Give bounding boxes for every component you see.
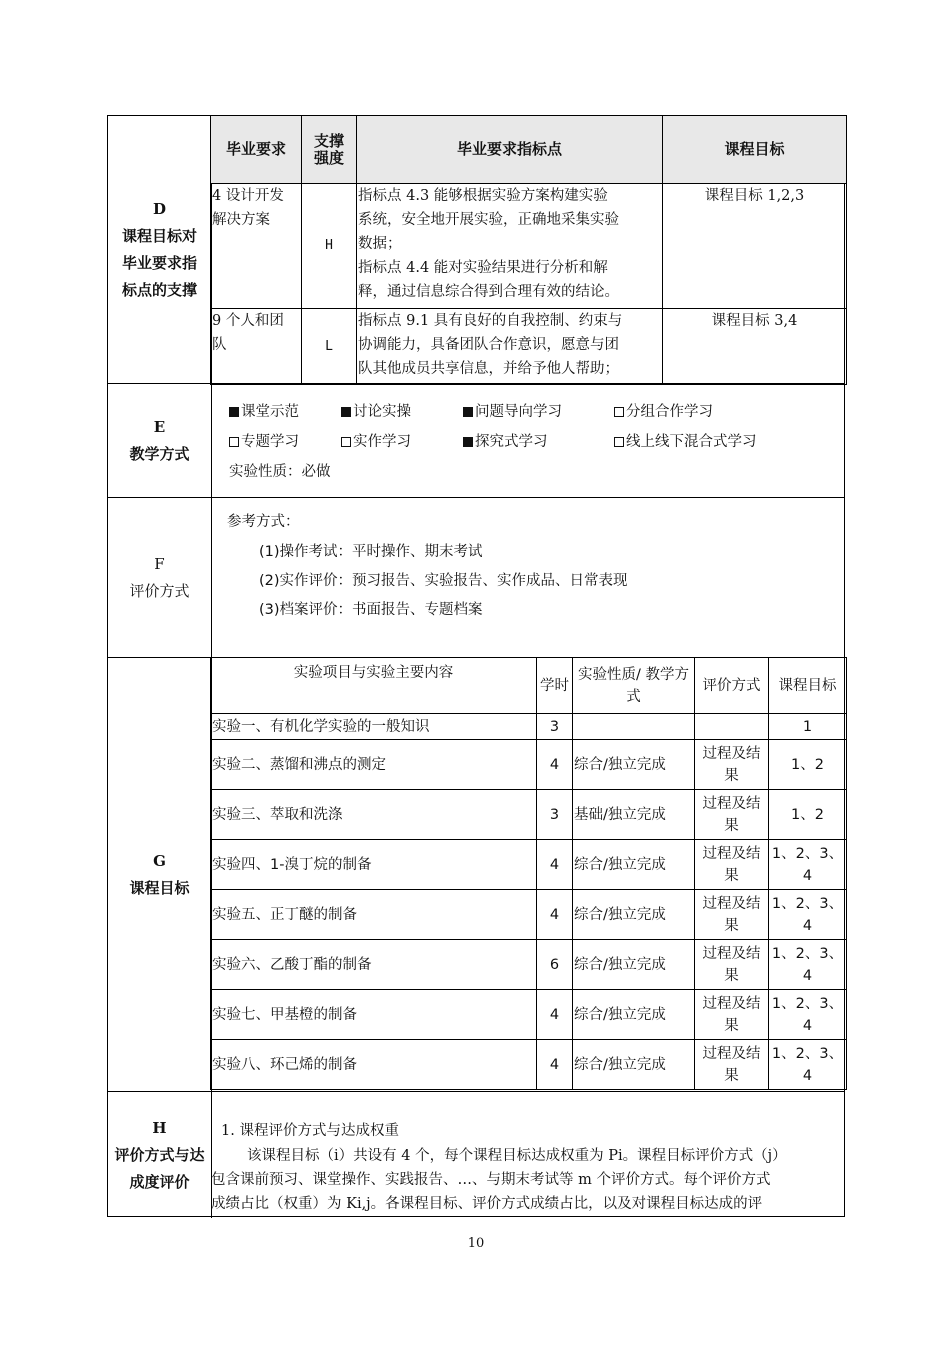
section-h-code: H <box>152 1118 167 1137</box>
experiment-table <box>210 657 847 1090</box>
section-h-label <box>108 1092 212 1218</box>
experiment-hours: 3 <box>537 790 573 840</box>
section-g-label <box>108 658 212 1091</box>
experiment-goal: 1、2、3、4 <box>769 840 847 890</box>
indicator-cell <box>357 309 663 385</box>
experiment-eval: 过程及结果 <box>695 1040 769 1090</box>
experiment-hours: 6 <box>537 940 573 990</box>
header-goal: 课程目标 <box>769 658 847 714</box>
support-row <box>211 309 847 385</box>
experiment-goal: 1、2、3、4 <box>769 890 847 940</box>
checkbox-empty-icon <box>341 437 351 447</box>
experiment-nature: 实验性质：必做 <box>229 464 331 480</box>
header-requirement: 毕业要求 <box>211 116 302 184</box>
experiment-name: 实验八、环己烯的制备 <box>211 1040 537 1090</box>
indicator-line: 指标点 9.1 具有良好的自我控制、约束与 <box>358 313 623 329</box>
requirement-line: 队 <box>212 337 227 353</box>
experiment-goal: 1、2、3、4 <box>769 940 847 990</box>
experiment-hours: 4 <box>537 890 573 940</box>
experiment-row <box>211 790 847 840</box>
experiment-eval: 过程及结果 <box>695 840 769 890</box>
eval-heading: 1. 课程评价方式与达成权重 <box>221 1123 399 1139</box>
experiment-hours: 3 <box>537 714 573 740</box>
indicator-line: 指标点 4.3 能够根据实验方案构建实验 <box>358 188 608 204</box>
experiment-goal: 1、2 <box>769 740 847 790</box>
experiment-eval: 过程及结果 <box>695 890 769 940</box>
method-label: 实作学习 <box>353 434 411 450</box>
checkbox-empty-icon <box>614 437 624 447</box>
method-option[interactable] <box>341 430 411 451</box>
method-label: 线上线下混合式学习 <box>626 434 757 450</box>
checkbox-checked-icon <box>229 407 239 417</box>
method-label: 问题导向学习 <box>475 404 562 420</box>
experiment-row <box>211 940 847 990</box>
support-row <box>211 184 847 309</box>
experiment-row <box>211 840 847 890</box>
indicator-line: 释，通过信息综合得到合理有效的结论。 <box>358 284 619 300</box>
header-nature: 实验性质/ 教学方式 <box>573 658 695 714</box>
indicator-line: 指标点 4.4 能对实验结果进行分析和解 <box>358 260 608 276</box>
indicator-line: 协调能力，具备团队合作意识，愿意与团 <box>358 337 619 353</box>
section-e-label <box>108 384 212 497</box>
experiment-name: 实验七、甲基橙的制备 <box>211 990 537 1040</box>
section-d-label <box>108 116 212 383</box>
indicator-line: 数据； <box>358 236 402 252</box>
method-label: 讨论实操 <box>353 404 411 420</box>
experiment-nature: 基础/独立完成 <box>573 790 695 840</box>
support-header-row <box>211 116 847 184</box>
eval-item: (1)操作考试：平时操作、期末考试 <box>259 544 483 560</box>
experiment-nature: 综合/独立完成 <box>573 740 695 790</box>
experiment-nature: 综合/独立完成 <box>573 990 695 1040</box>
experiment-hours: 4 <box>537 990 573 1040</box>
indicator-line: 系统，安全地开展实验，正确地采集实验 <box>358 212 619 228</box>
experiment-eval: 过程及结果 <box>695 790 769 840</box>
section-e-title: 教学方式 <box>129 445 190 463</box>
section-g-title: 课程目标 <box>129 879 190 897</box>
experiment-hours: 4 <box>537 840 573 890</box>
section-f-code: F <box>154 554 165 573</box>
experiment-goal: 1、2、3、4 <box>769 1040 847 1090</box>
section-f-title: 评价方式 <box>129 581 190 600</box>
checkbox-empty-icon <box>614 407 624 417</box>
section-h-title-line2: 成度评价 <box>129 1173 190 1191</box>
requirement-cell <box>211 309 302 385</box>
experiment-eval: 过程及结果 <box>695 990 769 1040</box>
page-number: 10 <box>467 1236 485 1251</box>
experiment-eval <box>695 714 769 740</box>
eval-intro: 参考方式： <box>227 514 300 530</box>
header-content: 实验项目与实验主要内容 <box>211 658 537 714</box>
checkbox-checked-icon <box>341 407 351 417</box>
experiment-row <box>211 740 847 790</box>
eval-paragraph-line: 该课程目标（i）共设有 4 个，每个课程目标达成权重为 Pi。课程目标评价方式（j） <box>247 1148 787 1164</box>
experiment-row <box>211 1040 847 1090</box>
goal-cell: 课程目标 1,2,3 <box>663 184 847 309</box>
section-f <box>108 498 844 658</box>
teaching-methods <box>211 384 844 497</box>
experiment-hours: 4 <box>537 1040 573 1090</box>
eval-paragraph-line: 包含课前预习、课堂操作、实践报告、…、与期末考试等 m 个评价方式。每个评价方式 <box>211 1172 771 1188</box>
experiment-row <box>211 890 847 940</box>
method-option[interactable] <box>341 400 411 421</box>
indicator-line: 队其他成员共享信息，并给予他人帮助； <box>358 361 619 377</box>
header-eval: 评价方式 <box>695 658 769 714</box>
eval-item: (3)档案评价：书面报告、专题档案 <box>259 602 483 618</box>
experiment-nature: 综合/独立完成 <box>573 940 695 990</box>
requirement-cell <box>211 184 302 309</box>
section-f-label <box>108 498 212 657</box>
requirement-line: 解决方案 <box>212 212 270 228</box>
support-table <box>210 115 847 385</box>
header-hours: 学时 <box>537 658 573 714</box>
experiment-eval: 过程及结果 <box>695 940 769 990</box>
header-strength: 支撑 强度 <box>302 116 357 184</box>
experiment-nature: 综合/独立完成 <box>573 890 695 940</box>
experiment-header-row <box>211 658 847 714</box>
method-option[interactable] <box>614 400 713 421</box>
requirement-line: 9 个人和团 <box>212 313 284 329</box>
strength-cell: H <box>302 184 357 309</box>
eval-item: (2)实作评价：预习报告、实验报告、实作成品、日常表现 <box>259 573 628 589</box>
experiment-name: 实验三、萃取和洗涤 <box>211 790 537 840</box>
method-label: 课堂示范 <box>241 404 299 420</box>
experiment-hours: 4 <box>537 740 573 790</box>
method-option[interactable] <box>463 430 548 451</box>
method-option[interactable] <box>614 430 757 451</box>
section-e <box>108 384 844 498</box>
method-option[interactable] <box>463 400 562 421</box>
section-d-title-line3: 标点的支撑 <box>121 281 197 299</box>
section-h-title-line1: 评价方式与达 <box>114 1146 205 1164</box>
section-e-code: E <box>153 417 166 436</box>
experiment-row <box>211 990 847 1040</box>
experiment-name: 实验二、蒸馏和沸点的测定 <box>211 740 537 790</box>
experiment-name: 实验六、乙酸丁酯的制备 <box>211 940 537 990</box>
section-d-title-line2: 毕业要求指 <box>121 254 197 272</box>
eval-paragraph-line: 成绩占比（权重）为 Ki,j。各课程目标、评价方式成绩占比，以及对课程目标达成的评 <box>211 1196 763 1212</box>
section-h <box>108 1092 844 1218</box>
experiment-goal: 1、2 <box>769 790 847 840</box>
strength-cell: L <box>302 309 357 385</box>
experiment-name: 实验五、正丁醚的制备 <box>211 890 537 940</box>
experiment-name: 实验一、有机化学实验的一般知识 <box>211 714 537 740</box>
experiment-nature: 综合/独立完成 <box>573 840 695 890</box>
experiment-goal: 1、2、3、4 <box>769 990 847 1040</box>
experiment-name: 实验四、1-溴丁烷的制备 <box>211 840 537 890</box>
experiment-eval: 过程及结果 <box>695 740 769 790</box>
indicator-cell <box>357 184 663 309</box>
header-goal: 课程目标 <box>663 116 847 184</box>
header-indicator: 毕业要求指标点 <box>357 116 663 184</box>
section-d <box>108 116 844 384</box>
checkbox-empty-icon <box>229 437 239 447</box>
section-d-title-line1: 课程目标对 <box>121 227 197 245</box>
checkbox-checked-icon <box>463 407 473 417</box>
method-label: 分组合作学习 <box>626 404 713 420</box>
experiment-row <box>211 714 847 740</box>
goal-cell: 课程目标 3,4 <box>663 309 847 385</box>
requirement-line: 4 设计开发 <box>212 188 284 204</box>
experiment-nature <box>573 714 695 740</box>
section-g-code: G <box>153 851 166 870</box>
method-option[interactable] <box>229 400 299 421</box>
section-d-code: D <box>152 199 166 218</box>
section-g <box>108 658 844 1092</box>
experiment-nature: 综合/独立完成 <box>573 1040 695 1090</box>
experiment-goal: 1 <box>769 714 847 740</box>
method-label: 探究式学习 <box>475 434 548 450</box>
course-table <box>107 115 845 1217</box>
method-label: 专题学习 <box>241 434 299 450</box>
checkbox-checked-icon <box>463 437 473 447</box>
method-option[interactable] <box>229 430 299 451</box>
